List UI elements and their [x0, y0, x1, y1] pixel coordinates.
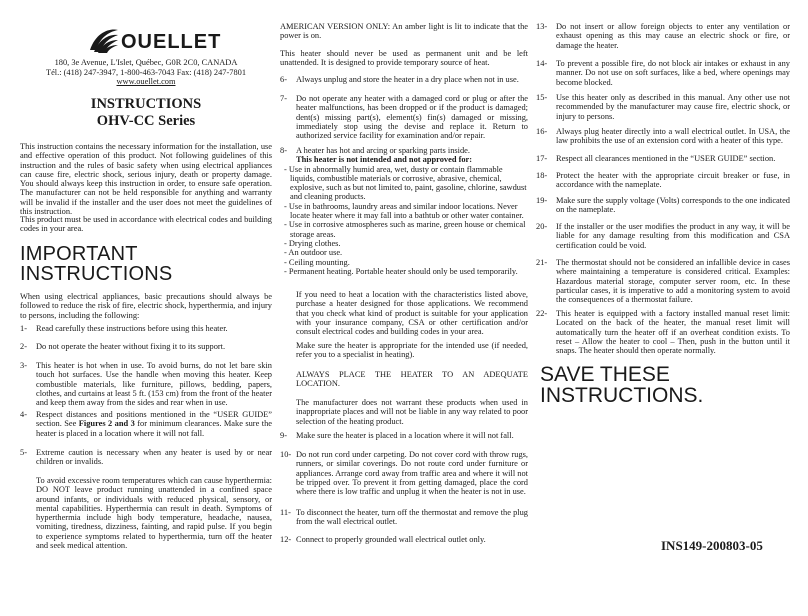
hyperthermia-text: To avoid excessive room temperatures which can cause hyperthermia: DO NOT leave product running unattended in a confined space around infants, or individuals with reduced physical, sensory, or mental capabilities. Hyperthermia can result in death. Symptoms of hyperthermia include high body temperature, headache, nausea, vomiting, tiredness, dizziness, fainting, and rapid pulse. If you begin to experience symptoms related to hyperthermia, turn off the heater and seek medical attention.	[36, 476, 272, 551]
item-text: Protect the heater with the appropriate circuit breaker or fuse, in accordance with the nameplate.	[556, 171, 790, 190]
item-number: 21-	[536, 258, 548, 267]
list-item	[536, 222, 790, 250]
list-item: - Ceiling mounting.	[284, 257, 350, 267]
list-item	[536, 127, 790, 146]
permanent-use-note	[280, 49, 528, 68]
codes-paragraph: This product must be used in accordance with electrical codes and building codes in your area.	[20, 215, 272, 234]
item-number: 5-	[20, 448, 27, 457]
item-text: Do not operate the heater without fixing it to its support.	[36, 342, 226, 351]
not-approved-list	[280, 165, 528, 277]
item-text: Do not run cord under carpeting. Do not cover cord with throw rugs, runners, or similar coverings. Do not route cord under furniture or appliances. Arrange cord away from traffic area and where it will not be tripped over. To prevent it from getting damaged, place the cord where there is low traffic and unplug it when the heater is not in use.	[296, 450, 528, 497]
list-item	[20, 324, 272, 333]
item-text	[36, 410, 272, 438]
item-text: Extreme caution is necessary when any heater is used by or near children or invalids.	[36, 448, 272, 467]
save-heading-line2: INSTRUCTIONS.	[540, 384, 704, 407]
item-number: 8-	[280, 146, 287, 155]
item-number: 22-	[536, 309, 548, 318]
list-item	[280, 450, 528, 496]
list-item	[20, 361, 272, 407]
item-number: 16-	[536, 127, 548, 136]
intro-paragraph: This instruction contains the necessary information for the installation, use and effective operation of this product. Not following guidelines of this instruction and the rules of basic safety when using electrical appliances can cause fire, electric shock, serious injury, death or property damage. You should always keep this instruction in order, to ensure safe operation. The manufacturer can not be held responsible for anything and warranty will be invalid if the installer and the user does not meet the guidelines of this instruction.	[20, 142, 272, 217]
list-item	[536, 258, 790, 304]
list-item	[20, 342, 272, 351]
item-number: 18-	[536, 171, 548, 180]
item-number: 6-	[280, 75, 287, 84]
item-text: Always unplug and store the heater in a dry place when not in use.	[296, 75, 519, 84]
list-item	[280, 94, 528, 140]
item-text: To prevent a possible fire, do not block air intakes or exhaust in any manner. Do not use on soft surfaces, like a bed, where openings may become blocked.	[556, 59, 790, 87]
item-text-part: Respect distances and positions mentioned in the “USER GUIDE” section. See	[36, 410, 272, 429]
american-version-text: AMERICAN VERSION ONLY: An amber light is lit to indicate that the power is on.	[280, 22, 528, 41]
website-link[interactable]: www.ouellet.com	[116, 77, 176, 87]
item-text: Read carefully these instructions before using this heater.	[36, 324, 228, 333]
list-item	[536, 154, 790, 163]
company-address	[20, 58, 272, 87]
list-item	[536, 309, 790, 355]
document-code: INS149-200803-05	[661, 538, 763, 553]
list-item	[536, 196, 790, 215]
item-text: A heater has hot and arcing or sparking parts inside.	[296, 146, 470, 155]
item-text: This heater is hot when in use. To avoid burns, do not let bare skin touch hot surfaces. Use the handle when moving this heater. Keep combustible materials, like furniture, pillows, bedding, papers, clothes, and curtains at least 5 ft. (153 cm) from the front of the heater and keep them away from the sides and rear when in use.	[36, 361, 272, 408]
item-number: 11-	[280, 508, 291, 517]
item-text: This heater is equipped with a factory installed manual reset limit: Located on the back of the heater, the manual reset limit will automatically turn the heater off if an overheat condition exists. To reset – Allow the heater to cool – Then, push in the button until it snaps. The heater should then operate normally.	[556, 309, 790, 356]
not-approved-heading: This heater is not intended and not approved for:	[296, 155, 473, 165]
item-text: Respect all clearances mentioned in the “USER GUIDE” section.	[556, 154, 776, 163]
precautions-lead	[20, 292, 272, 320]
location-note	[280, 290, 528, 336]
item-text-part: for minimum clearances. Make sure the heater is placed in a location where it will not fall.	[36, 419, 272, 438]
list-item	[280, 75, 528, 84]
item-number: 10-	[280, 450, 292, 459]
list-item	[20, 410, 272, 438]
item-text: Make sure the heater is placed in a location where it will not fall.	[296, 431, 514, 440]
phone-line: Tél.: (418) 247-3947, 1-800-463-7043 Fax: (418) 247-7801	[45, 67, 247, 77]
item-text: The thermostat should not be considered an infallible device in cases where maintaining a temperature is considered critical. Examples: Hazardous material storage, computer server room, etc. In these particular cases, it is imperative to add a monitoring system to avoid the consequences of a thermostat failure.	[556, 258, 790, 305]
item-number: 3-	[20, 361, 27, 370]
hyperthermia-note	[20, 476, 272, 550]
item-text: If the installer or the user modifies the product in any way, it will be liable for any damage resulting from this modification and CSA certification could be void.	[556, 222, 790, 250]
warranty-note	[280, 398, 528, 426]
ouellet-swoosh-icon	[88, 26, 120, 56]
location-text: If you need to heat a location with the characteristics listed above, purchase a heater designed for those applications. We recommend that you check what kind of product is suitable for your application with your insurance company, CSA or other certification and/or consult electrical codes and building codes in your area.	[296, 290, 528, 337]
save-heading-line1: SAVE THESE	[540, 363, 670, 386]
item-text: Make sure the supply voltage (Volts) corresponds to the one indicated on the nameplate.	[556, 196, 790, 215]
item-number: 1-	[20, 324, 27, 333]
item-number: 12-	[280, 535, 292, 544]
list-item	[20, 448, 272, 467]
list-item	[280, 508, 528, 527]
list-item	[536, 93, 790, 121]
list-item: - Use in bathrooms, laundry areas and similar indoor locations. Never locate heater where it may fall into a bathtub or other water container.	[284, 201, 524, 221]
important-heading-line2: INSTRUCTIONS	[20, 263, 173, 285]
list-item: - Use in corrosive atmospheres such as marine, green house or chemical storage areas.	[284, 220, 526, 239]
item-text: Always plug heater directly into a wall electrical outlet. In USA, the law prohibits the use of an extension cord with a heater of this type.	[556, 127, 790, 146]
codes-section	[20, 215, 272, 234]
list-item	[536, 59, 790, 87]
item-number: 4-	[20, 410, 27, 419]
figures-reference: Figures 2 and 3	[78, 419, 135, 429]
intro-section	[20, 142, 272, 216]
list-item	[280, 431, 528, 440]
placement-warning-text: ALWAYS PLACE THE HEATER TO AN ADEQUATE LOCATION.	[296, 370, 528, 389]
list-item: - An outdoor use.	[284, 248, 343, 258]
list-item	[280, 535, 528, 544]
item-number: 15-	[536, 93, 548, 102]
list-item	[280, 146, 528, 276]
page-subtitle: OHV-CC Series	[96, 113, 196, 129]
item-number: 7-	[280, 94, 287, 103]
placement-warning	[280, 370, 528, 389]
item-text: Use this heater only as described in this manual. Any other use not recommended by the manufacturer may cause fire, electric shock, or injury to persons.	[556, 93, 790, 121]
list-item: - Drying clothes.	[284, 238, 341, 248]
item-number: 19-	[536, 196, 548, 205]
page-title: INSTRUCTIONS	[90, 96, 202, 112]
item-number: 13-	[536, 22, 548, 31]
specialist-note	[280, 341, 528, 360]
list-item	[536, 171, 790, 190]
item-number: 20-	[536, 222, 548, 231]
precautions-lead-text: When using electrical appliances, basic precautions should always be followed to reduce the risk of fire, electric shock, hyperthermia, and injury to persons, including the following:	[20, 292, 272, 320]
item-text: Connect to properly grounded wall electrical outlet only.	[296, 535, 486, 544]
item-text: Do not operate any heater with a damaged cord or plug or after the heater malfunctions, has been dropped or if the product is damaged; dent(s) missing part(s), element(s) fin(s) damaged or missing, immediately stop using the devise and replace it. Return to authorized service facility for examination and/or repair.	[296, 94, 528, 141]
address-line: 180, 3e Avenue, L'Islet, Québec, G0R 2C0, CANADA	[54, 58, 238, 67]
list-item	[536, 22, 790, 50]
company-name: OUELLET	[121, 31, 222, 53]
american-version-note	[280, 22, 528, 41]
important-heading-line1: IMPORTANT	[20, 243, 138, 265]
item-number: 9-	[280, 431, 287, 440]
list-item: - Use in abnormally humid area, wet, dusty or contain flammable liquids, combustible materials or corrosive, abrasive, chemical, explosive, such as but not limited to, paint, gasoline, chlorine, sawdust and cleaning products.	[284, 164, 527, 202]
company-logo	[88, 26, 228, 56]
item-number: 14-	[536, 59, 548, 68]
item-text: To disconnect the heater, turn off the thermostat and remove the plug from the wall electrical outlet.	[296, 508, 528, 527]
permanent-use-text: This heater should never be used as permanent unit and be left unattended. It is designed to provide temporary source of heat.	[280, 49, 528, 68]
warranty-text: The manufacturer does not warrant these products when used in inappropriate places and will not be liable in any way related to poor selection of the heating product.	[296, 398, 528, 426]
item-number: 2-	[20, 342, 27, 351]
item-number: 17-	[536, 154, 548, 163]
list-item: - Permanent heating. Portable heater should only be used temporarily.	[284, 266, 518, 276]
item-text: Do not insert or allow foreign objects to enter any ventilation or exhaust opening as this may cause an electric shock or fire, or damage the heater.	[556, 22, 790, 50]
specialist-text: Make sure the heater is appropriate for the intended use (if needed, refer you to a specialist in heating).	[296, 341, 528, 360]
